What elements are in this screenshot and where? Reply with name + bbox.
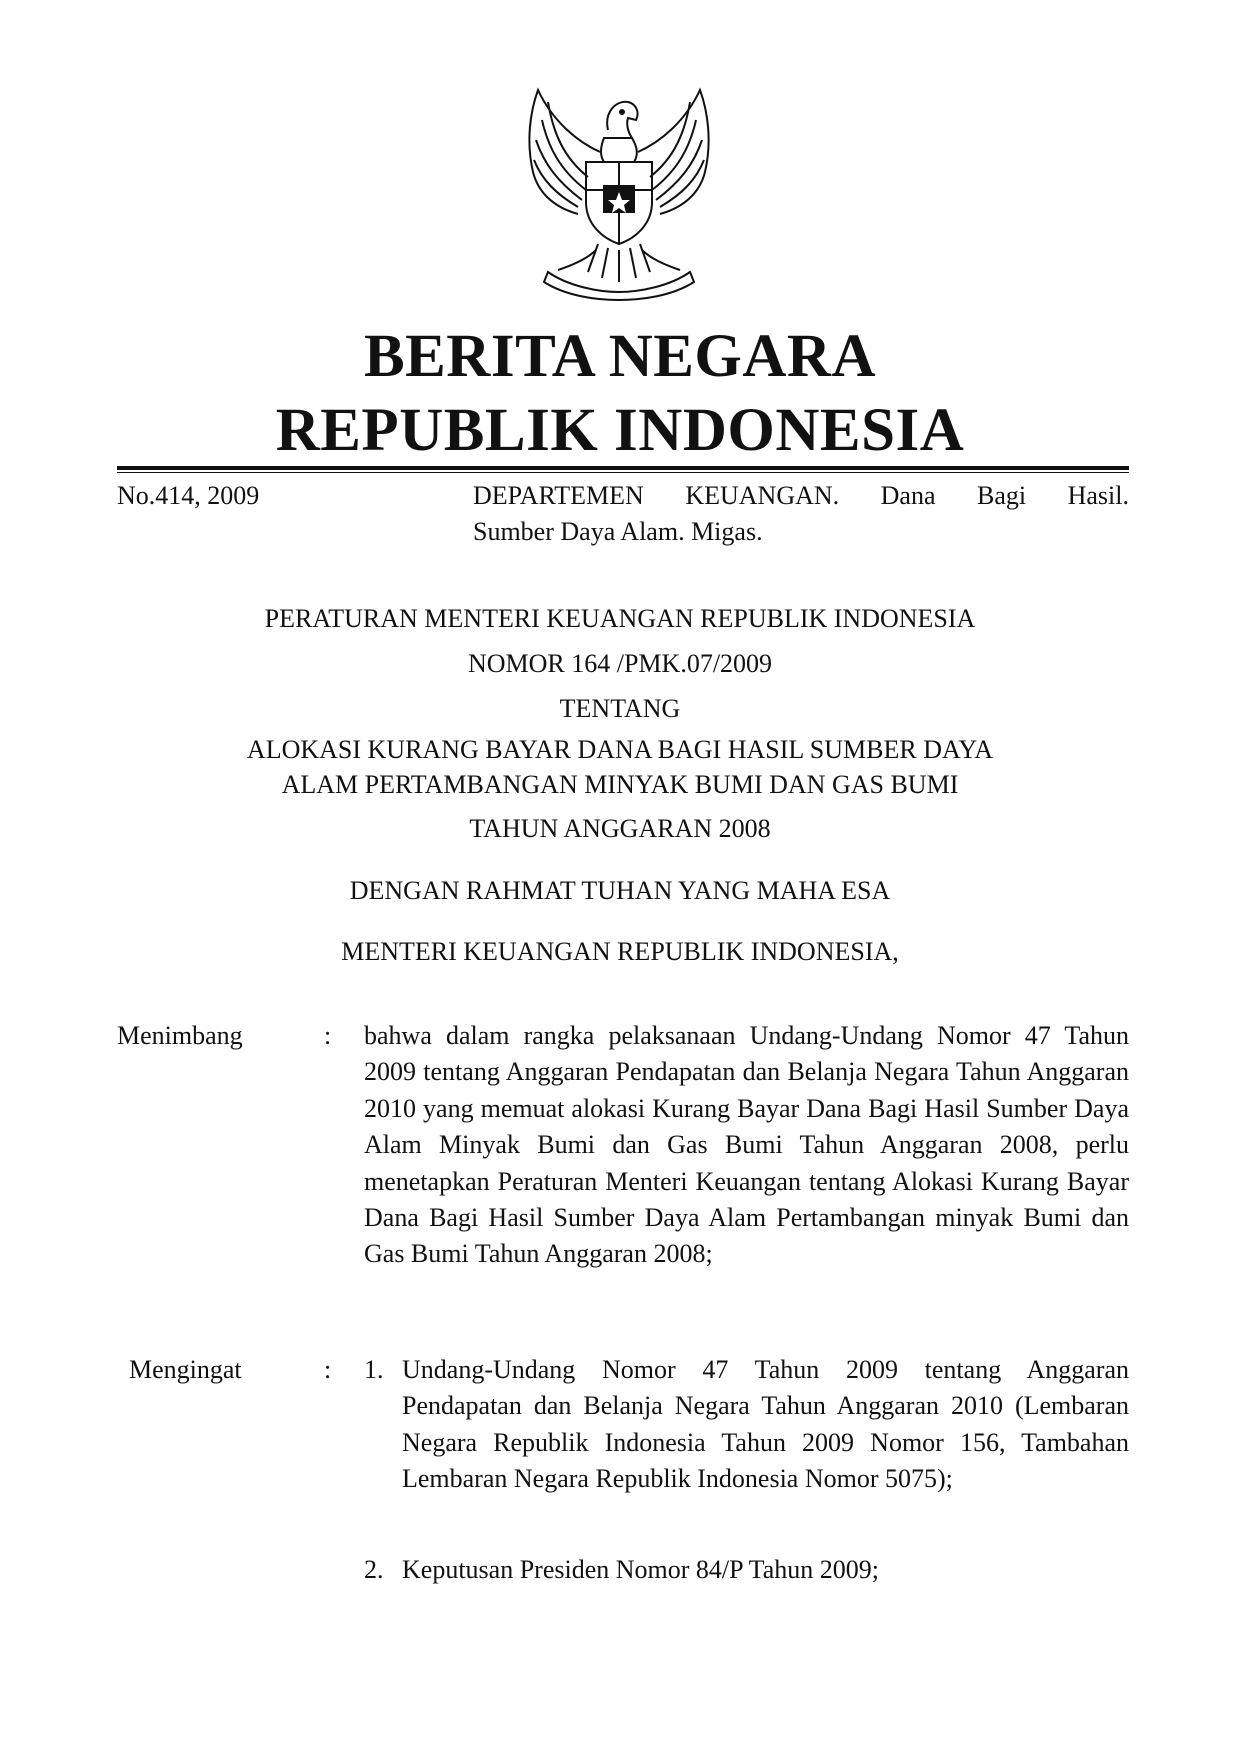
masthead-subtitle: REPUBLIK INDONESIA	[275, 397, 965, 464]
mengingat-item-number: 1.	[364, 1355, 384, 1384]
header-divider	[117, 466, 1129, 470]
regulation-about: TENTANG	[559, 694, 681, 723]
mengingat-item-text: Undang-Undang Nomor 47 Tahun 2009 tentang Anggaran Pendapatan dan Belanja Negara Tahun Anggaran 2010 (Lembaran Negara Republik Indonesia Tahun 2009 Nomor 156, Tambahan Lembaran Negara Republik Indonesia Nomor 5075);	[402, 1355, 1129, 1494]
mengingat-label: Mengingat	[129, 1355, 242, 1384]
mengingat-item-text: Keputusan Presiden Nomor 84/P Tahun 2009;	[402, 1555, 879, 1584]
regulation-subject-line2: ALAM PERTAMBANGAN MINYAK BUMI DAN GAS BUMI	[281, 770, 959, 799]
regulation-title: PERATURAN MENTERI KEUANGAN REPUBLIK INDONESIA	[264, 604, 976, 633]
blessing-line: DENGAN RAHMAT TUHAN YANG MAHA ESA	[349, 876, 891, 905]
mengingat-item	[364, 1552, 1129, 1588]
regulation-subject-line3: TAHUN ANGGARAN 2008	[469, 814, 771, 843]
mengingat-colon: :	[324, 1355, 332, 1384]
garuda-pancasila-emblem-icon	[508, 82, 730, 302]
issuer-line: MENTERI KEUANGAN REPUBLIK INDONESIA,	[341, 937, 899, 966]
gazette-number: No.414, 2009	[117, 481, 260, 510]
mengingat-item-number: 2.	[364, 1555, 384, 1584]
mengingat-item	[364, 1352, 1129, 1498]
menimbang-colon: :	[324, 1021, 332, 1050]
menimbang-label: Menimbang	[117, 1021, 243, 1050]
department-subject: DEPARTEMEN KEUANGAN. Dana Bagi Hasil.	[473, 481, 1129, 510]
menimbang-text: bahwa dalam rangka pelaksanaan Undang-Undang Nomor 47 Tahun 2009 tentang Anggaran Pendapatan dan Belanja Negara Tahun Anggaran 2010 yang memuat alokasi Kurang Bayar Dana Bagi Hasil Sumber Daya Alam Minyak Bumi dan Gas Bumi Tahun Anggaran 2008, perlu menetapkan Peraturan Menteri Keuangan tentang Alokasi Kurang Bayar Dana Bagi Hasil Sumber Daya Alam Pertambangan minyak Bumi dan Gas Bumi Tahun Anggaran 2008;	[364, 1021, 1129, 1269]
department-subject-cont: Sumber Daya Alam. Migas.	[473, 517, 763, 546]
masthead-title: BERITA NEGARA	[363, 323, 877, 390]
regulation-subject-line1: ALOKASI KURANG BAYAR DANA BAGI HASIL SUMBER DAYA	[246, 735, 994, 764]
header-divider-thin	[117, 472, 1129, 473]
regulation-number: NOMOR 164 /PMK.07/2009	[467, 649, 773, 678]
